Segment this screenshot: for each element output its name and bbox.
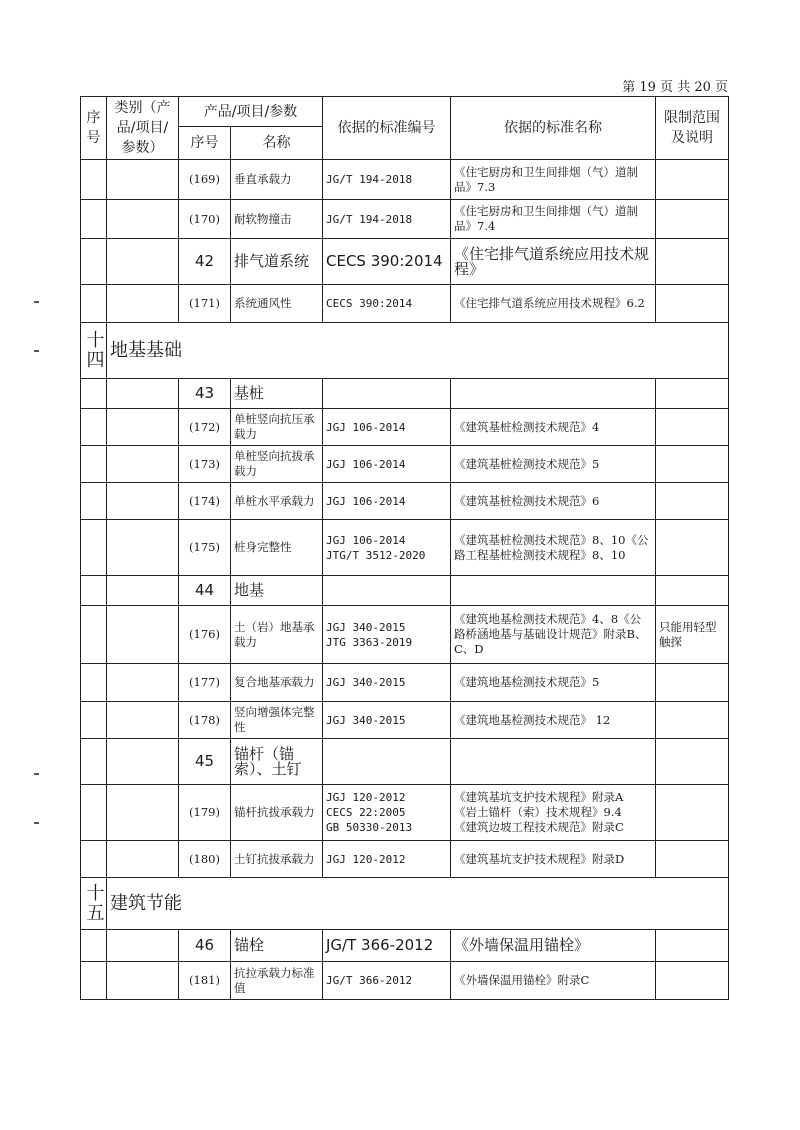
group-name: 排气道系统	[231, 239, 323, 285]
table-row	[81, 409, 729, 446]
group-seq: 46	[179, 930, 231, 962]
section-row	[81, 878, 729, 930]
std-name: 《建筑地基检测技术规范》4、8《公路桥涵地基与基础设计规范》附录B、C、D	[451, 606, 656, 664]
header-category: 类别（产品/项目/参数）	[107, 97, 179, 160]
group-name: 锚栓	[231, 930, 323, 962]
header-name: 名称	[231, 127, 323, 160]
group-name: 锚杆（锚索）、土钉	[231, 739, 323, 785]
scan-mark	[34, 822, 39, 824]
std-number: JG/T 194-2018	[323, 200, 451, 239]
std-name: 《建筑基桩检测技术规范》6	[451, 483, 656, 520]
page-number: 第 19 页 共 20 页	[622, 80, 728, 95]
group-name: 地基	[231, 576, 323, 606]
table-row	[81, 200, 729, 239]
item-name: 垂直承载力	[231, 160, 323, 200]
scan-mark	[34, 350, 39, 352]
group-seq: 44	[179, 576, 231, 606]
item-seq: (174)	[179, 483, 231, 520]
table-row	[81, 606, 729, 664]
item-name: 耐软物撞击	[231, 200, 323, 239]
table-row	[81, 160, 729, 200]
item-name: 单桩水平承载力	[231, 483, 323, 520]
std-name: 《住宅排气道系统应用技术规程》	[451, 239, 656, 285]
header-limit: 限制范围及说明	[656, 97, 729, 160]
std-name: 《建筑地基检测技术规范》 12	[451, 702, 656, 739]
table-row	[81, 520, 729, 576]
std-number: JG/T 366-2012	[323, 962, 451, 1000]
table-row	[81, 285, 729, 323]
std-number: JGJ 106-2014	[323, 446, 451, 483]
std-name: 《建筑基桩检测技术规范》8、10《公路工程基桩检测技术规程》8、10	[451, 520, 656, 576]
item-seq: (169)	[179, 160, 231, 200]
item-seq: (180)	[179, 841, 231, 878]
std-number: JGJ 340-2015	[323, 664, 451, 702]
item-seq: (175)	[179, 520, 231, 576]
std-name: 《建筑地基检测技术规范》5	[451, 664, 656, 702]
group-seq: 43	[179, 379, 231, 409]
item-name: 抗拉承载力标准值	[231, 962, 323, 1000]
std-name: 《外墙保温用锚栓》附录C	[451, 962, 656, 1000]
table-row	[81, 962, 729, 1000]
table-row	[81, 702, 729, 739]
item-seq: (181)	[179, 962, 231, 1000]
section-number: 十五	[81, 878, 107, 930]
group-row	[81, 930, 729, 962]
limit-note: 只能用轻型触探	[656, 606, 729, 664]
table-row	[81, 664, 729, 702]
std-number: CECS 390:2014	[323, 239, 451, 285]
item-seq: (171)	[179, 285, 231, 323]
item-name: 系统通风性	[231, 285, 323, 323]
item-seq: (172)	[179, 409, 231, 446]
group-row	[81, 239, 729, 285]
table-row	[81, 483, 729, 520]
header-product: 产品/项目/参数	[179, 97, 323, 127]
group-seq: 42	[179, 239, 231, 285]
table-row	[81, 841, 729, 878]
std-name: 《住宅厨房和卫生间排烟（气）道制品》7.3	[451, 160, 656, 200]
item-name: 竖向增强体完整性	[231, 702, 323, 739]
item-seq: (179)	[179, 785, 231, 841]
header-seq: 序号	[81, 97, 107, 160]
header-std-name: 依据的标准名称	[451, 97, 656, 160]
std-number: JG/T 366-2012	[323, 930, 451, 962]
section-row	[81, 323, 729, 379]
header-sub-seq: 序号	[179, 127, 231, 160]
std-name: 《外墙保温用锚栓》	[451, 930, 656, 962]
item-seq: (170)	[179, 200, 231, 239]
std-number: CECS 390:2014	[323, 285, 451, 323]
item-seq: (173)	[179, 446, 231, 483]
scan-mark	[34, 301, 39, 303]
group-row	[81, 576, 729, 606]
std-name: 《建筑基桩检测技术规范》4	[451, 409, 656, 446]
std-name: 《建筑基坑支护技术规程》附录A 《岩土锚杆（索）技术规程》9.4 《建筑边坡工程技术规范》附录C	[451, 785, 656, 841]
header-row	[81, 97, 729, 127]
item-name: 土（岩）地基承载力	[231, 606, 323, 664]
scan-mark	[34, 773, 39, 775]
std-number: JGJ 106-2014 JTG/T 3512-2020	[323, 520, 451, 576]
section-title: 建筑节能	[107, 878, 729, 930]
std-number: JGJ 340-2015 JTG 3363-2019	[323, 606, 451, 664]
std-name: 《建筑基坑支护技术规程》附录D	[451, 841, 656, 878]
item-name: 单桩竖向抗拔承载力	[231, 446, 323, 483]
std-number: JGJ 120-2012 CECS 22:2005 GB 50330-2013	[323, 785, 451, 841]
item-name: 单桩竖向抗压承载力	[231, 409, 323, 446]
item-name: 桩身完整性	[231, 520, 323, 576]
std-number: JGJ 340-2015	[323, 702, 451, 739]
item-name: 土钉抗拔承载力	[231, 841, 323, 878]
group-seq: 45	[179, 739, 231, 785]
group-row	[81, 739, 729, 785]
standards-table	[80, 96, 729, 1000]
item-seq: (176)	[179, 606, 231, 664]
group-row	[81, 379, 729, 409]
header-std-no: 依据的标准编号	[323, 97, 451, 160]
std-name: 《住宅厨房和卫生间排烟（气）道制品》7.4	[451, 200, 656, 239]
std-number: JG/T 194-2018	[323, 160, 451, 200]
table-row	[81, 785, 729, 841]
std-number: JGJ 120-2012	[323, 841, 451, 878]
table-row	[81, 446, 729, 483]
std-number: JGJ 106-2014	[323, 483, 451, 520]
group-name: 基桩	[231, 379, 323, 409]
std-name: 《建筑基桩检测技术规范》5	[451, 446, 656, 483]
item-name: 复合地基承载力	[231, 664, 323, 702]
item-seq: (178)	[179, 702, 231, 739]
std-name: 《住宅排气道系统应用技术规程》6.2	[451, 285, 656, 323]
item-seq: (177)	[179, 664, 231, 702]
std-number: JGJ 106-2014	[323, 409, 451, 446]
item-name: 锚杆抗拔承载力	[231, 785, 323, 841]
section-title: 地基基础	[107, 323, 729, 379]
section-number: 十四	[81, 323, 107, 379]
